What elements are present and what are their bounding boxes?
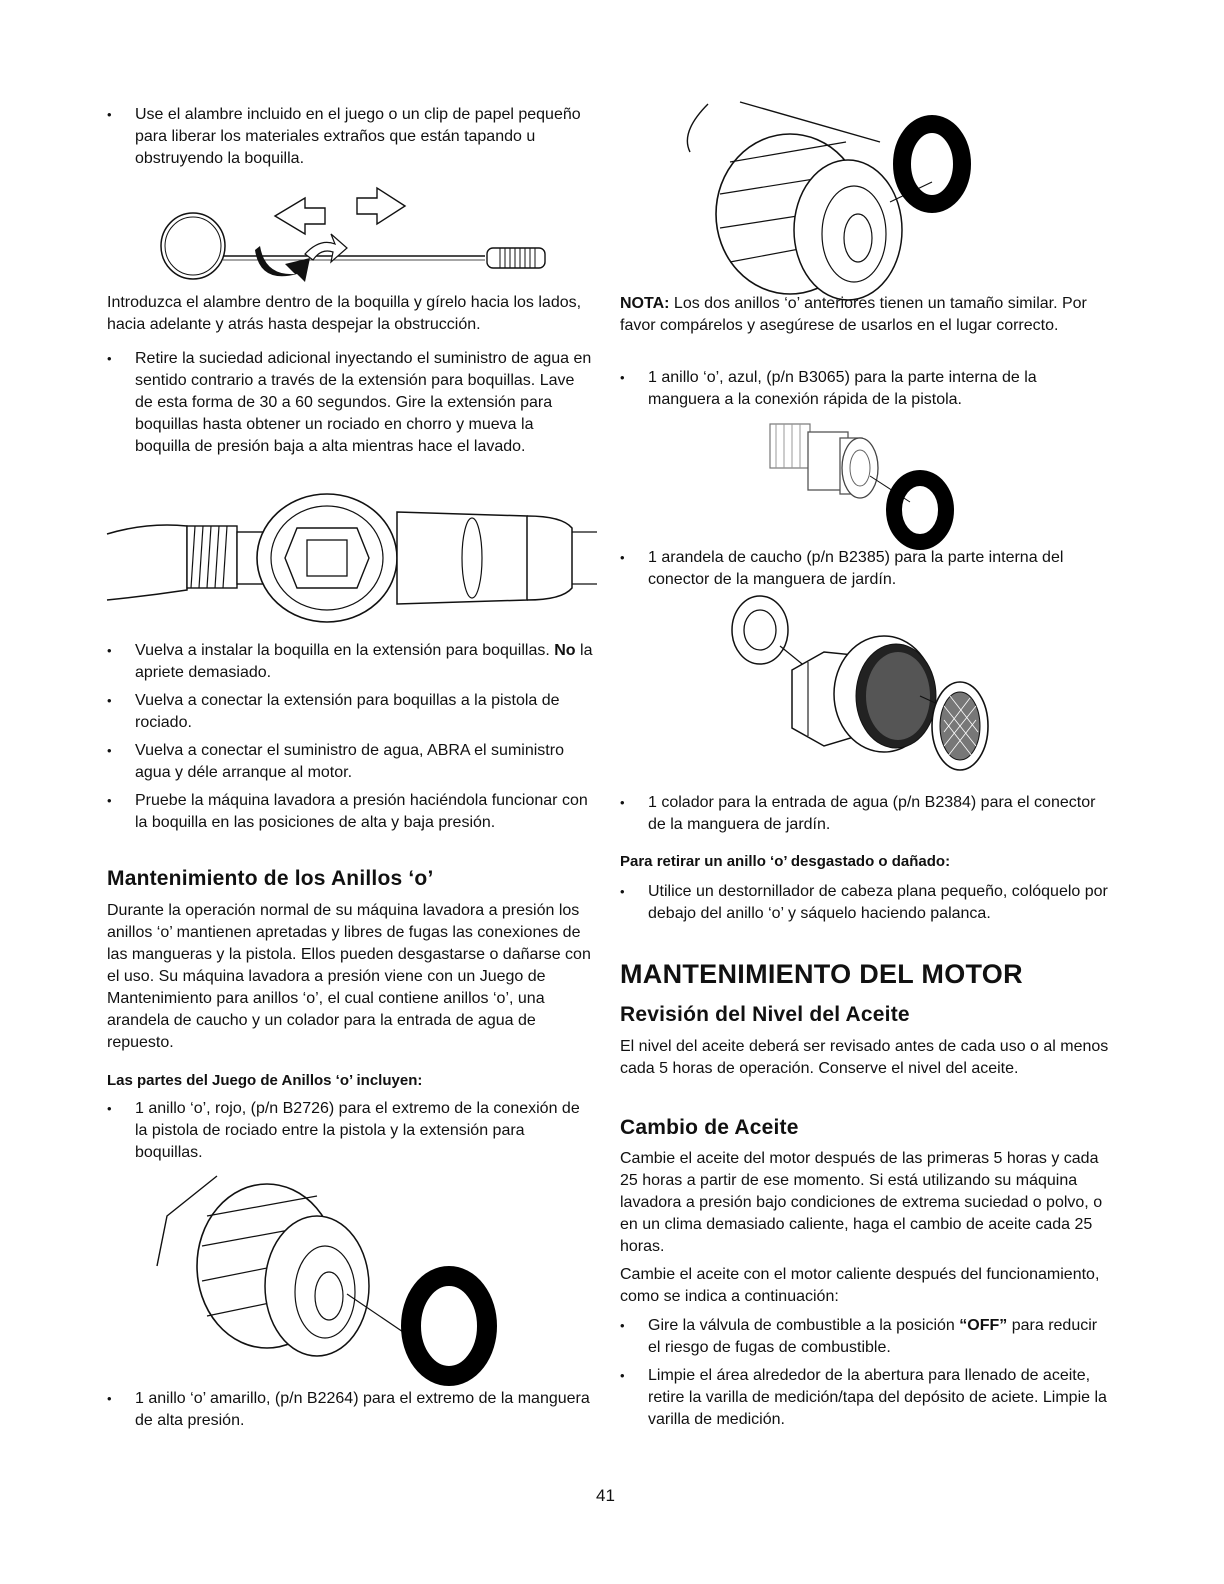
washer-bullet-list [620,547,1110,597]
reinstall-bullet-list [107,640,593,840]
list-item: • Limpie el área alrededor de la abertura para llenado de aceite, retire la varilla de medición/tapa del depósito de aciete. Limpie la varilla de medición. [620,1365,1110,1431]
yellow-oring-bullet-list [107,1388,593,1438]
oil-level-text: El nivel del aceite deberá ser revisado antes de cada uso o al menos cada 5 horas de operación. Conserve el nivel del aceite. [620,1038,1109,1077]
page-number: 41 [596,1486,615,1505]
list-item [620,1315,1110,1359]
list-item: • 1 anillo ‘o’, rojo, (p/n B2726) para el extremo de la conexión de la pistola de rociado entre la pistola y la extensión para boquillas. [107,1098,593,1164]
wire-bullet-list [107,104,593,176]
list-item: • 1 colador para la entrada de agua (p/n B2384) para el conector de la manguera de jardín. [620,792,1110,836]
reinstall-emphasis: No [554,642,576,659]
wire-cleaning-illustration [155,176,575,286]
list-item: • Pruebe la máquina lavadora a presión haciéndola funcionar con la boquilla en las posiciones de alta y baja presión. [107,790,593,834]
reinstall-text-c: la apriete demasiado. [135,642,593,681]
kit-heading: Las partes del Juego de Anillos ‘o’ incluyen: [107,1072,423,1089]
nota-paragraph [620,293,1110,337]
list-item: • Use el alambre incluido en el juego o un clip de papel pequeño para liberar los materiales extraños que están tapando u obstruyendo la boquilla. [107,104,593,170]
red-oring-bullet-list [107,1098,593,1170]
quick-connect-illustration [760,416,960,546]
nota-text: Los dos anillos ‘o’ anteriores tienen un tamaño similar. Por favor compárelos y asegúrese de usarlos en el lugar correcto. [620,295,1087,334]
oil-change-bullet-list [620,1315,1110,1437]
list-item: • Utilice un destornillador de cabeza plana pequeño, colóquelo por debajo del anillo ‘o’ y sáquelo haciendo palanca. [620,881,1110,925]
list-item: • 1 arandela de caucho (p/n B2385) para la parte interna del conector de la manguera de jardín. [620,547,1110,591]
strainer-bullet-list [620,792,1110,842]
oil-change-text-2: Cambie el aceite con el motor caliente después del funcionamiento, como se indica a continuación: [620,1266,1100,1305]
list-item: • 1 anillo ‘o’ amarillo, (p/n B2264) para el extremo de la manguera de alta presión. [107,1388,593,1432]
remove-oring-heading: Para retirar un anillo ‘o’ desgastado o dañado: [620,853,951,870]
oil-change-heading: Cambio de Aceite [620,1116,799,1139]
valve-off-label: “OFF” [959,1317,1008,1334]
orings-heading: Mantenimiento de los Anillos ‘o’ [107,867,434,890]
motor-maintenance-heading: MANTENIMIENTO DEL MOTOR [620,959,1023,989]
list-item: • Vuelva a conectar el suministro de agua, ABRA el suministro agua y déle arranque al motor. [107,740,593,784]
oil-level-heading: Revisión del Nivel del Aceite [620,1003,910,1026]
flush-bullet-list [107,348,593,464]
list-item [107,640,593,684]
valve-text-c: para reducir el riesgo de fugas de combustible. [648,1317,1098,1356]
hose-end-illustration [650,102,1010,292]
nozzle-extension-illustration [107,492,597,624]
reinstall-text-a: Vuelva a instalar la boquilla en la extensión para boquillas. [135,642,555,659]
oil-change-text-1: Cambie el aceite del motor después de las primeras 5 horas y cada 25 horas a partir de ese momento. Si está utilizando su máquina lavadora a presión bajo condiciones de extrema suciedad o polvo, o en un clima demasiado caliente, haga el cambio de aceite cada 25 horas. [620,1150,1103,1255]
nota-label: NOTA: [620,295,670,312]
list-item: • Vuelva a conectar la extensión para boquillas a la pistola de rociado. [107,690,593,734]
wire-caption: Introduzca el alambre dentro de la boquilla y gírelo hacia los lados, hacia adelante y atrás hasta despejar la obstrucción. [107,294,582,333]
spray-gun-connector-illustration [147,1176,507,1376]
blue-oring-bullet-list [620,367,1110,417]
remove-bullet-list [620,881,1110,931]
garden-hose-connector-illustration [720,596,1000,788]
list-item: • 1 anillo ‘o’, azul, (p/n B3065) para la parte interna de la manguera a la conexión rápida de la pistola. [620,367,1110,411]
valve-text-a: Gire la válvula de combustible a la posición [648,1317,960,1334]
orings-intro: Durante la operación normal de su máquina lavadora a presión los anillos ‘o’ mantienen apretadas y libres de fugas las conexiones de las mangueras y la pistola. Ellos pueden desgastarse o dañarse con el uso. Su máquina lavadora a presión viene con un Juego de Mantenimiento para anillos ‘o’, el cual contiene anillos ‘o’, una arandela de caucho y un colador para la entrada de agua de repuesto. [107,902,591,1051]
list-item: • Retire la suciedad adicional inyectando el suministro de agua en sentido contrario a través de la extensión para boquillas. Lave de esta forma de 30 a 60 segundos. Gire la extensión para boquillas hasta obtener un rociado en chorro y mueva la boquilla de presión baja a alta mientras hace el lavado. [107,348,593,458]
